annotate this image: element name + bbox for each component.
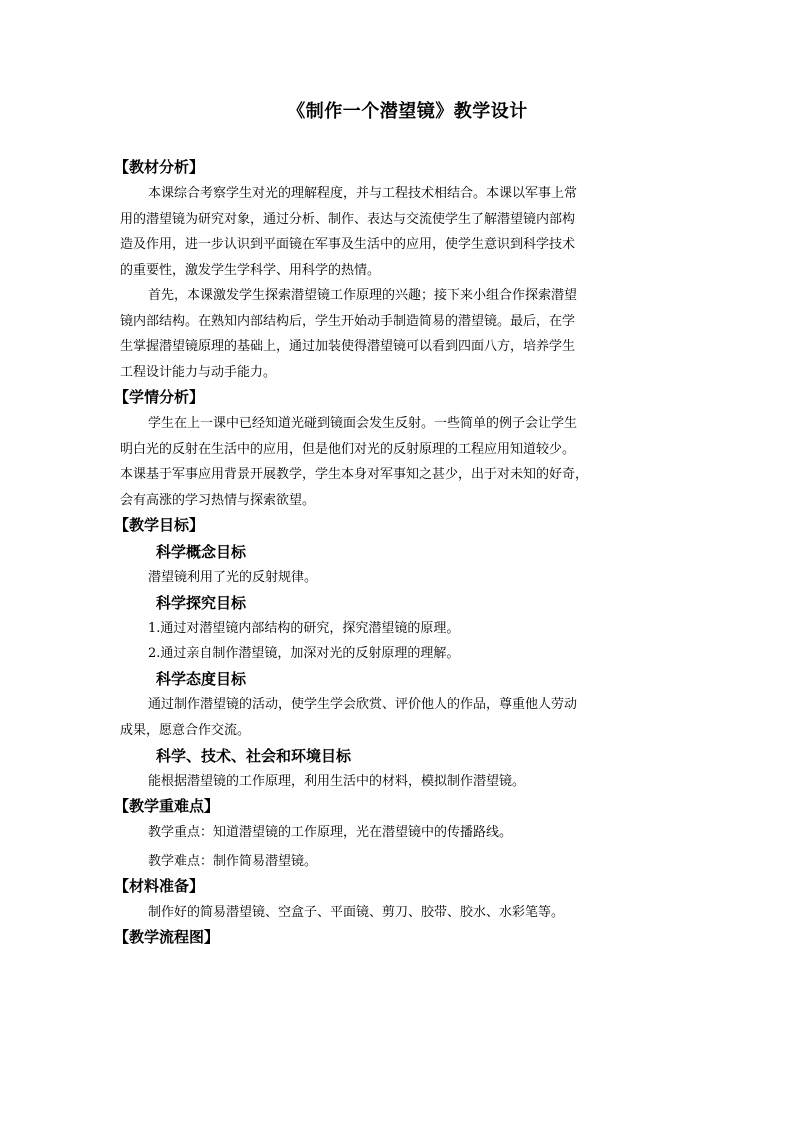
paragraph-line: 工程设计能力与动手能力。: [120, 364, 277, 380]
section-heading-key-points: 【教学重难点】: [114, 797, 220, 815]
inquiry-goal-item: 2.通过亲自制作潜望镜，加深对光的反射原理的理解。: [148, 646, 460, 661]
paragraph-line: 学生在上一课中已经知道光碰到镜面会发生反射。一些简单的例子会让学生: [148, 416, 578, 431]
document-page: [114, 100, 695, 951]
section-heading-learner-analysis: 【学情分析】: [114, 388, 205, 406]
section-heading-flowchart: 【教学流程图】: [114, 928, 220, 946]
subheading-attitude-goal: 科学态度目标: [156, 670, 247, 688]
subheading-inquiry-goal: 科学探究目标: [156, 594, 247, 612]
concept-goal-text: 潜望镜利用了光的反射规律。: [148, 570, 318, 585]
teaching-difficulty-text: 教学难点：制作简易潜望镜。: [148, 854, 318, 869]
inquiry-goal-item: 1.通过对潜望镜内部结构的研究，探究潜望镜的原理。: [148, 621, 460, 636]
section-heading-materials: 【材料准备】: [114, 877, 205, 895]
subheading-concept-goal: 科学概念目标: [156, 543, 247, 561]
paragraph-attitude-goal: [120, 692, 695, 743]
paragraph-line: 明白光的反射在生活中的应用，但是他们对光的反射原理的工程应用知道较少。: [120, 441, 576, 457]
teaching-focus-text: 教学重点：知道潜望镜的工作原理，光在潜望镜中的传播路线。: [148, 825, 513, 840]
paragraph-learner-analysis: [120, 411, 695, 513]
paragraph-line: 的重要性，激发学生学科学、用科学的热情。: [120, 262, 381, 278]
paragraph-line: 会有高涨的学习热情与探索欲望。: [120, 492, 316, 508]
section-heading-teaching-goals: 【教学目标】: [114, 516, 205, 534]
materials-text: 制作好的简易潜望镜、空盒子、平面镜、剪刀、胶带、胶水、水彩笔等。: [148, 905, 565, 920]
paragraph-textbook-analysis-1: [120, 181, 695, 283]
paragraph-line: 本课综合考察学生对光的理解程度，并与工程技术相结合。本课以军事上常: [148, 186, 578, 201]
paragraph-line: 镜内部结构。在熟知内部结构后，学生开始动手制造简易的潜望镜。最后，在学: [120, 313, 576, 329]
paragraph-line: 用的潜望镜为研究对象，通过分析、制作、表达与交流使学生了解潜望镜内部构: [120, 211, 576, 227]
section-heading-textbook-analysis: 【教材分析】: [114, 158, 205, 176]
document-title: 《制作一个潜望镜》教学设计: [287, 101, 528, 122]
paragraph-line: 成果，愿意合作交流。: [120, 722, 251, 738]
stse-goal-text: 能根据潜望镜的工作原理，利用生活中的材料，模拟制作潜望镜。: [148, 774, 526, 789]
paragraph-line: 造及作用，进一步认识到平面镜在军事及生活中的应用，使学生意识到科学技术: [120, 237, 576, 252]
paragraph-line: 通过制作潜望镜的活动，使学生学会欣赏、评价他人的作品，尊重他人劳动: [148, 697, 578, 712]
paragraph-textbook-analysis-2: [120, 283, 695, 385]
subheading-stse-goal: 科学、技术、社会和环境目标: [156, 747, 352, 765]
paragraph-line: 本课基于军事应用背景开展教学，学生本身对军事知之甚少，出于对未知的好奇，: [120, 467, 589, 482]
paragraph-line: 首先，本课激发学生探索潜望镜工作原理的兴趣；接下来小组合作探索潜望: [148, 288, 578, 303]
paragraph-line: 生掌握潜望镜原理的基础上，通过加装使得潜望镜可以看到四面八方，培养学生: [120, 339, 576, 354]
